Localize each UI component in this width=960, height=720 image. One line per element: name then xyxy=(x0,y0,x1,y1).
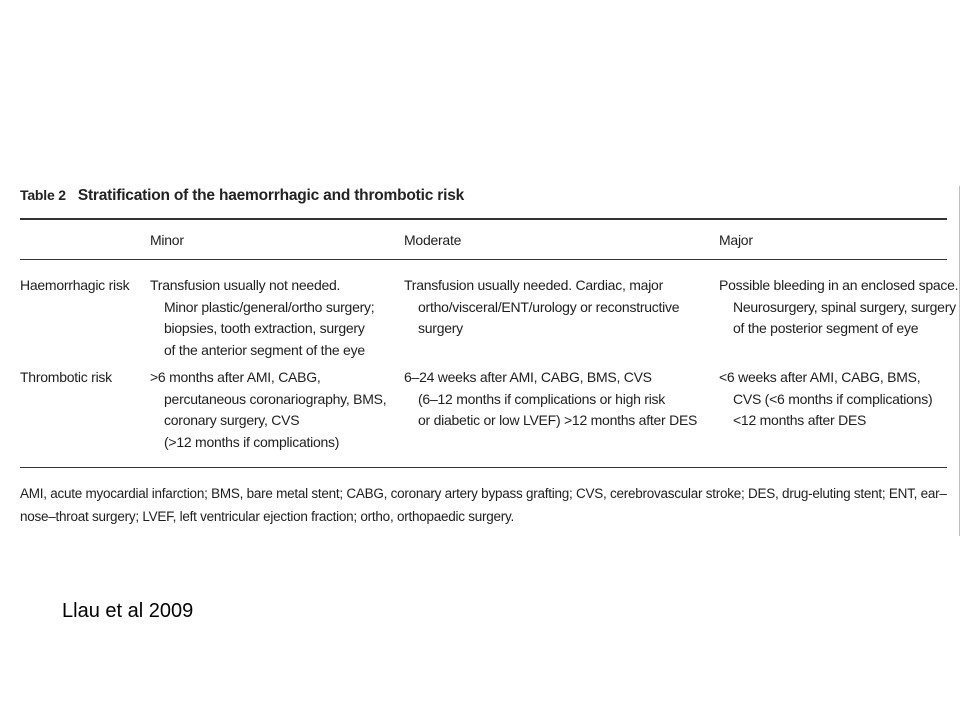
cell-line: >6 months after AMI, CABG, xyxy=(150,369,321,385)
cell-line: percutaneous coronariography, BMS, xyxy=(164,390,387,407)
cell-thrombotic-major xyxy=(719,367,932,432)
cell-line: biopsies, tooth extraction, surgery xyxy=(164,320,365,336)
table-title: Stratification of the haemorrhagic and thrombotic risk xyxy=(77,187,465,204)
bottom-rule xyxy=(20,467,947,468)
cell-line: of the posterior segment of eye xyxy=(733,320,919,336)
cell-line: <6 weeks after AMI, CABG, BMS, xyxy=(719,369,921,385)
header-rule xyxy=(20,259,947,260)
row-label-haemorrhagic: Haemorrhagic risk xyxy=(20,277,130,293)
cell-line: Transfusion usually not needed. xyxy=(150,277,341,293)
row-label-thrombotic: Thrombotic risk xyxy=(20,369,112,385)
cell-line: or diabetic or low LVEF) >12 months after DES xyxy=(418,412,698,428)
cell-line: (6–12 months if complications or high risk xyxy=(418,390,666,407)
column-header-major: Major xyxy=(719,232,753,248)
cell-haemorrhagic-minor xyxy=(150,275,374,361)
cell-thrombotic-moderate xyxy=(404,367,697,432)
cell-haemorrhagic-moderate xyxy=(404,275,679,340)
table-caption xyxy=(20,187,464,205)
cell-line: <12 months after DES xyxy=(733,412,867,428)
table-figure xyxy=(0,170,960,535)
cell-line: surgery xyxy=(418,320,463,336)
cell-line: Minor plastic/general/ortho surgery; xyxy=(164,298,375,315)
column-header-minor: Minor xyxy=(150,232,184,248)
citation: Llau et al 2009 xyxy=(62,600,194,622)
cell-thrombotic-minor xyxy=(150,367,386,453)
cell-line: of the anterior segment of the eye xyxy=(164,341,365,358)
table-footnote: AMI, acute myocardial infarction; BMS, bare metal stent; CABG, coronary artery bypass grafting; CVS, cerebrovascular stroke; DES, drug-eluting stent; ENT, ear–nose–throat surgery; LVEF, left ventricular ejection fraction; ortho, orthopaedic surgery. xyxy=(20,486,947,524)
cell-line: ortho/visceral/ENT/urology or reconstructive xyxy=(418,298,680,315)
cell-line: 6–24 weeks after AMI, CABG, BMS, CVS xyxy=(404,369,652,385)
table-number: Table 2 xyxy=(20,187,66,203)
cell-haemorrhagic-major xyxy=(719,275,958,340)
top-rule xyxy=(20,218,947,220)
cell-line: CVS (<6 months if complications) xyxy=(733,390,933,407)
cell-line: coronary surgery, CVS xyxy=(164,412,300,428)
cell-line: Transfusion usually needed. Cardiac, major xyxy=(404,277,664,293)
cell-line: (>12 months if complications) xyxy=(164,433,340,450)
column-header-moderate: Moderate xyxy=(404,232,462,248)
cell-line: Neurosurgery, spinal surgery, surgery xyxy=(733,298,956,315)
cell-line: Possible bleeding in an enclosed space. xyxy=(719,277,959,293)
